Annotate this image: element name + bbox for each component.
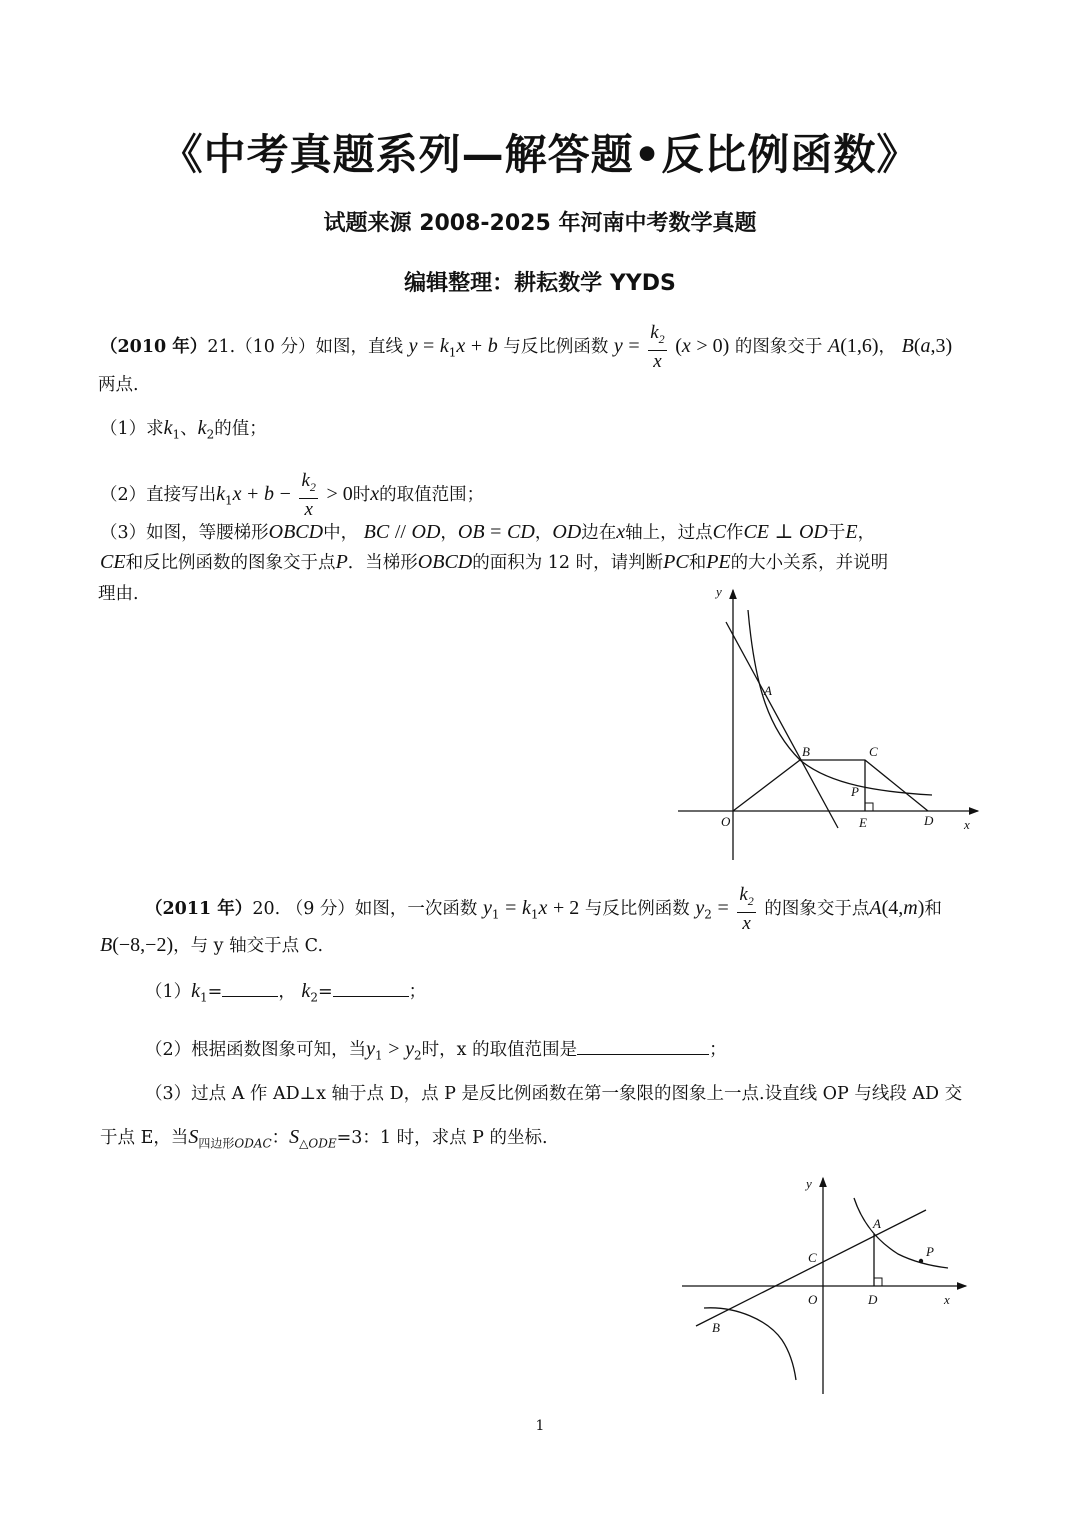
label-o: O [808, 1292, 818, 1307]
q2010-year: （2010 年） [100, 336, 208, 357]
source-subtitle: 试题来源 2008-2025 年河南中考数学真题 [323, 211, 757, 236]
label-y: y [716, 584, 722, 599]
q2010-intro-end: 两点. [98, 375, 139, 395]
right-angle-mark [874, 1278, 882, 1286]
q2010-part3-line2: CE和反比例函数的图象交于点P．当梯形OBCD的面积为 12 时，请判断PC和PE的大小关系，并说明 [100, 551, 889, 573]
q2011-intro-line2: B(−8,−2)，与 y 轴交于点 C. [100, 934, 324, 956]
q2010-intro: （2010 年）21.（10 分）如图，直线 $y = k_1x + b$ 与反比例函数 y = $\frac{k_2}{x}$ (x > 0) 的图象交于 A(1,6)， B(a,3) [100, 322, 953, 372]
label-x: x [944, 1292, 950, 1307]
figure-2011 [676, 1170, 976, 1400]
q2011-part2: （2）根据函数图象可知，当$y_1 > y_2$时，x 的取值范围是 ； [145, 1038, 727, 1063]
q2011-intro: （2011 年）20. （9 分）如图，一次函数 $y_1 = k_1x + 2$ 与反比例函数 $y_2$ = $\frac{k_2}{x}$ 的图象交于点A(4,m)和 [145, 884, 942, 934]
label-p: P [851, 784, 859, 799]
label-b: B [802, 744, 810, 759]
hyperbola-curve [748, 610, 932, 795]
line-y-k1x-b [726, 622, 838, 828]
label-o: O [721, 814, 731, 829]
label-y: y [806, 1176, 812, 1191]
label-a: A [873, 1216, 881, 1231]
right-angle-mark [865, 803, 873, 811]
editor-subtitle: 编辑整理：耕耘数学 YYDS [404, 271, 676, 296]
q2010-part1: （1）求$k_1$、$k_2$的值； [100, 417, 267, 442]
q2011-part3-line1: （3）过点 A 作 AD⊥x 轴于点 D，点 P 是反比例函数在第一象限的图象上一点.设直线 OP 与线段 AD 交 [145, 1084, 963, 1104]
label-c: C [869, 744, 878, 759]
q2010-part3-line1: （3）如图，等腰梯形OBCD中， BC // OD，OB = CD，OD边在x轴上，过点C作CE ⊥ OD于E， [100, 521, 876, 543]
q2010-part2: （2）直接写出$k_1x + b$ − $\frac{k_2}{x}$ > 0时x的取值范围； [100, 470, 485, 520]
trapezoid-obcd [733, 760, 928, 811]
q2011-part1: $(1)k_1=$ ， $k_2=$ ； [145, 980, 427, 1005]
page-title: 《中考真题系列—解答题•反比例函数》 [160, 130, 920, 179]
figure-2010 [670, 580, 990, 865]
line-y1 [696, 1210, 926, 1326]
label-b: B [712, 1320, 720, 1335]
label-e: E [859, 815, 867, 830]
label-p: P [926, 1244, 934, 1259]
point-p [919, 1259, 923, 1263]
label-d: D [868, 1292, 878, 1307]
q2011-year: （2011 年） [145, 898, 253, 919]
label-c: C [808, 1250, 817, 1265]
q2010-part3-line3: 理由. [98, 584, 139, 604]
q2011-part3-line2: 于点 E，当$S_{四边形ODAC}$：$S_{\triangle ODE}=3$：1 时，求点 P 的坐标. [100, 1126, 548, 1151]
label-d: D [924, 813, 934, 828]
label-a: A [764, 683, 772, 698]
hyperbola-branch-2 [704, 1308, 796, 1380]
label-x: x [964, 817, 970, 832]
page-number: 1 [535, 1418, 545, 1434]
